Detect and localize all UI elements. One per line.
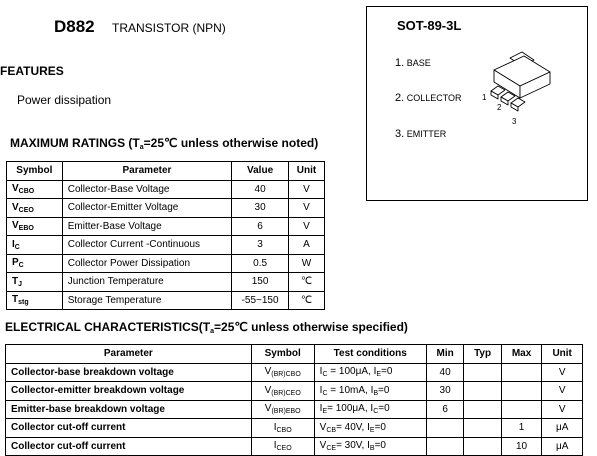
value-cell: 6 bbox=[232, 217, 289, 236]
symbol-letter: V bbox=[12, 220, 19, 232]
symbol-subscript: stg bbox=[18, 299, 29, 307]
symbol-letter: V bbox=[264, 384, 272, 396]
symbol-subscript: (BR)CEO bbox=[271, 389, 301, 397]
symbol-subscript: C bbox=[18, 262, 24, 270]
table-row bbox=[7, 273, 325, 292]
unit-cell: V bbox=[542, 382, 583, 401]
sot89-package-drawing bbox=[478, 48, 578, 128]
typ-cell bbox=[464, 437, 501, 456]
typ-cell bbox=[464, 382, 501, 401]
device-type: TRANSISTOR (NPN) bbox=[112, 21, 226, 35]
max-cell: 10 bbox=[501, 437, 542, 456]
col-unit: Unit bbox=[542, 345, 583, 364]
symbol-letter: V bbox=[264, 366, 272, 378]
symbol-letter: I bbox=[12, 238, 15, 250]
conditions-cell: $I_C = 10mA$, $I_B=0$ bbox=[314, 382, 426, 401]
unit-cell: V bbox=[288, 199, 324, 218]
symbol-subscript: C bbox=[14, 243, 20, 251]
symbol-subscript: (BR)EBO bbox=[271, 408, 301, 416]
symbol-cell bbox=[251, 382, 314, 401]
symbol-cell bbox=[7, 217, 63, 236]
symbol-subscript: CBO bbox=[18, 188, 35, 196]
col-value: Value bbox=[232, 162, 289, 181]
pin-2-name: COLLECTOR bbox=[406, 93, 462, 103]
pin-2-number: 2. bbox=[395, 92, 405, 104]
parameter-cell: Collector Current -Continuous bbox=[62, 236, 231, 255]
symbol-subscript: EBO bbox=[18, 225, 34, 233]
table-row bbox=[7, 236, 325, 255]
symbol-letter: I bbox=[273, 440, 277, 452]
value-cell: 30 bbox=[232, 199, 289, 218]
symbol-cell bbox=[251, 437, 314, 456]
max-cell: 1 bbox=[501, 419, 542, 438]
parameter-cell: Collector Power Dissipation bbox=[62, 254, 231, 273]
table-row bbox=[6, 363, 583, 382]
parameter-cell: Storage Temperature bbox=[62, 291, 231, 310]
value-cell: -55~150 bbox=[232, 291, 289, 310]
parameter-cell: Collector-Emitter Voltage bbox=[62, 199, 231, 218]
symbol-cell bbox=[251, 419, 314, 438]
symbol-cell bbox=[7, 254, 63, 273]
value-cell: 40 bbox=[232, 180, 289, 199]
symbol-letter: T bbox=[12, 275, 19, 287]
unit-cell: V bbox=[542, 363, 583, 382]
pin-3-name: EMITTER bbox=[406, 129, 447, 139]
symbol-subscript: CEO bbox=[18, 206, 34, 214]
parameter-cell: Emitter-base breakdown voltage bbox=[6, 400, 252, 419]
unit-cell: μA bbox=[542, 419, 583, 438]
col-typ: Typ bbox=[464, 345, 501, 364]
unit-cell: V bbox=[288, 217, 324, 236]
lead-number-2: 2 bbox=[497, 103, 502, 112]
table-row bbox=[6, 400, 583, 419]
symbol-letter: P bbox=[12, 257, 19, 269]
unit-cell: A bbox=[288, 236, 324, 255]
electrical-heading: ELECTRICAL $CHARACTERISTICS(T_a=25℃$ unless otherwise specified) bbox=[5, 320, 408, 335]
table-row bbox=[7, 291, 325, 310]
symbol-cell bbox=[7, 273, 63, 292]
max-cell bbox=[501, 382, 542, 401]
max-ratings-table bbox=[6, 161, 325, 310]
symbol-letter: I bbox=[273, 421, 277, 433]
symbol-subscript: CBO bbox=[276, 426, 292, 434]
parameter-cell: Collector cut-off current bbox=[6, 419, 252, 438]
col-test-conditions: Test conditions bbox=[314, 345, 426, 364]
value-cell: 0.5 bbox=[232, 254, 289, 273]
table-row bbox=[7, 217, 325, 236]
min-cell bbox=[426, 419, 464, 438]
symbol-cell bbox=[7, 199, 63, 218]
conditions-cell: $V_{CE}= 30V$, $I_B=0$ bbox=[314, 437, 426, 456]
max-ratings-heading: MAXIMUM RATINGS ($T_a=25℃$ unless otherwise noted) bbox=[10, 136, 319, 151]
symbol-cell bbox=[251, 400, 314, 419]
unit-cell: ℃ bbox=[288, 273, 324, 292]
conditions-cell: $V_{CB}= 40V$, $I_E=0$ bbox=[314, 419, 426, 438]
symbol-subscript: J bbox=[18, 280, 23, 288]
col-unit: Unit bbox=[288, 162, 324, 181]
value-cell: 3 bbox=[232, 236, 289, 255]
symbol-subscript: CEO bbox=[276, 445, 292, 453]
unit-cell: ℃ bbox=[288, 291, 324, 310]
feature-item: Power dissipation bbox=[17, 93, 112, 107]
conditions-cell: $I_C = 100\mu A$, $I_E=0$ bbox=[314, 363, 426, 382]
symbol-letter: V bbox=[264, 403, 272, 415]
typ-cell bbox=[464, 419, 501, 438]
typ-cell bbox=[464, 363, 501, 382]
unit-cell: V bbox=[288, 180, 324, 199]
lead-number-1: 1 bbox=[482, 93, 487, 102]
col-parameter: Parameter bbox=[62, 162, 231, 181]
typ-cell bbox=[464, 400, 501, 419]
symbol-cell bbox=[251, 363, 314, 382]
electrical-table bbox=[5, 344, 583, 456]
package-name: SOT-89-3L bbox=[397, 18, 462, 33]
table-row bbox=[6, 437, 583, 456]
min-cell: 6 bbox=[426, 400, 464, 419]
features-heading: FEATURES bbox=[0, 64, 64, 78]
symbol-cell bbox=[7, 236, 63, 255]
pin-1-name: BASE bbox=[406, 58, 431, 68]
pin-3-number: 3. bbox=[395, 128, 405, 140]
unit-cell: W bbox=[288, 254, 324, 273]
symbol-cell bbox=[7, 180, 63, 199]
parameter-cell: Collector cut-off current bbox=[6, 437, 252, 456]
max-cell bbox=[501, 363, 542, 382]
parameter-cell: Collector-base breakdown voltage bbox=[6, 363, 252, 382]
symbol-cell bbox=[7, 291, 63, 310]
part-number: D882 bbox=[54, 17, 95, 36]
col-symbol: Symbol bbox=[251, 345, 314, 364]
pin-1-label bbox=[395, 57, 431, 69]
value-cell: 150 bbox=[232, 273, 289, 292]
unit-cell: μA bbox=[542, 437, 583, 456]
col-min: Min bbox=[426, 345, 464, 364]
lead-number-3: 3 bbox=[512, 117, 517, 126]
parameter-cell: Junction Temperature bbox=[62, 273, 231, 292]
min-cell bbox=[426, 437, 464, 456]
symbol-letter: V bbox=[12, 183, 19, 195]
col-parameter: Parameter bbox=[6, 345, 252, 364]
table-row bbox=[7, 180, 325, 199]
pin-3-label bbox=[395, 128, 446, 140]
symbol-subscript: (BR)CBO bbox=[271, 371, 301, 379]
parameter-cell: Emitter-Base Voltage bbox=[62, 217, 231, 236]
col-symbol: Symbol bbox=[7, 162, 63, 181]
pin-2-label bbox=[395, 92, 462, 104]
pin-1-number: 1. bbox=[395, 57, 405, 69]
parameter-cell: Collector-Base Voltage bbox=[62, 180, 231, 199]
symbol-letter: V bbox=[12, 201, 19, 213]
table-row bbox=[7, 199, 325, 218]
table-row bbox=[7, 254, 325, 273]
conditions-cell: $I_E= 100\mu A$, $I_C=0$ bbox=[314, 400, 426, 419]
parameter-cell: Collector-emitter breakdown voltage bbox=[6, 382, 252, 401]
table-row bbox=[6, 382, 583, 401]
table-row bbox=[6, 419, 583, 438]
min-cell: 40 bbox=[426, 363, 464, 382]
min-cell: 30 bbox=[426, 382, 464, 401]
col-max: Max bbox=[501, 345, 542, 364]
max-cell bbox=[501, 400, 542, 419]
unit-cell: V bbox=[542, 400, 583, 419]
symbol-letter: T bbox=[12, 294, 19, 306]
